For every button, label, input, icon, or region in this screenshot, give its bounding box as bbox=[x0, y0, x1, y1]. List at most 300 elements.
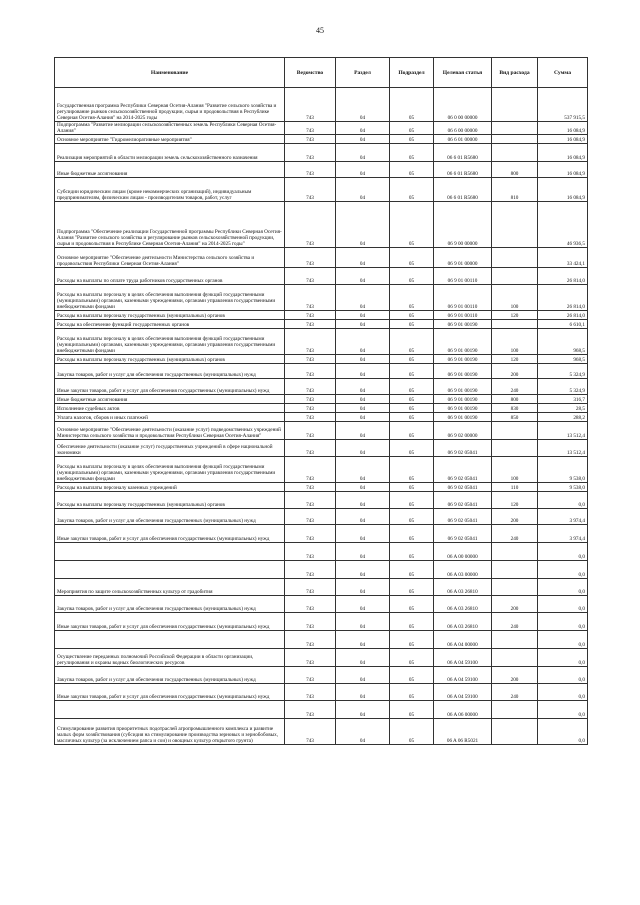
table-cell-name: Иные закупки товаров, работ и услуг для обеспечения государственных (муниципальных) нужд bbox=[55, 525, 285, 543]
table-cell-name: Расходы на выплаты персоналу государственных (муниципальных) органов bbox=[55, 311, 285, 320]
table-cell-vr: 100 bbox=[492, 457, 538, 483]
table-row bbox=[55, 579, 588, 596]
table-cell-razdel: 04 bbox=[336, 596, 390, 613]
table-cell-cs: 06 A 04 59100 bbox=[434, 667, 492, 684]
table-row bbox=[55, 285, 588, 311]
header-sum: Сумма bbox=[538, 58, 588, 88]
table-cell-podrazdel: 05 bbox=[390, 162, 434, 178]
table-cell-vr: 800 bbox=[492, 395, 538, 404]
table-cell-name: Закупка товаров, работ и услуг для обеспечения государственных (муниципальных) нужд bbox=[55, 596, 285, 613]
header-vr: Вид расхода bbox=[492, 58, 538, 88]
table-cell-name bbox=[55, 543, 285, 561]
table-cell-razdel: 04 bbox=[336, 543, 390, 561]
table-cell-razdel: 04 bbox=[336, 88, 390, 122]
budget-table bbox=[54, 57, 588, 745]
table-row bbox=[55, 162, 588, 178]
table-row bbox=[55, 122, 588, 135]
table-cell-sum: 26 814,0 bbox=[538, 268, 588, 285]
table-row bbox=[55, 457, 588, 483]
table-cell-cs: 06 9 02 00000 bbox=[434, 422, 492, 440]
table-cell-ved: 743 bbox=[285, 135, 336, 144]
table-row bbox=[55, 701, 588, 719]
table-cell-vr: 200 bbox=[492, 667, 538, 684]
table-cell-ved: 743 bbox=[285, 404, 336, 413]
table-cell-vr bbox=[492, 561, 538, 579]
table-cell-podrazdel: 05 bbox=[390, 144, 434, 162]
table-row bbox=[55, 667, 588, 684]
table-cell-sum: 0,0 bbox=[538, 701, 588, 719]
table-row bbox=[55, 329, 588, 355]
table-cell-podrazdel: 05 bbox=[390, 457, 434, 483]
table-cell-cs: 06 6 01 R5680 bbox=[434, 178, 492, 202]
table-cell-vr: 200 bbox=[492, 596, 538, 613]
table-cell-sum: 968,5 bbox=[538, 329, 588, 355]
table-cell-vr bbox=[492, 701, 538, 719]
table-row bbox=[55, 268, 588, 285]
table-cell-ved: 743 bbox=[285, 413, 336, 422]
table-cell-razdel: 04 bbox=[336, 509, 390, 525]
table-cell-razdel: 04 bbox=[336, 162, 390, 178]
table-cell-cs: 06 9 01 00190 bbox=[434, 379, 492, 395]
table-cell-ved: 743 bbox=[285, 525, 336, 543]
table-cell-cs: 06 9 01 00190 bbox=[434, 364, 492, 379]
table-cell-razdel: 04 bbox=[336, 285, 390, 311]
table-cell-sum: 13 512,4 bbox=[538, 440, 588, 457]
table-cell-podrazdel: 05 bbox=[390, 525, 434, 543]
table-cell-sum: 0,0 bbox=[538, 684, 588, 701]
table-row bbox=[55, 311, 588, 320]
table-cell-vr bbox=[492, 543, 538, 561]
table-cell-razdel: 04 bbox=[336, 684, 390, 701]
table-cell-name: Расходы на выплаты по оплате труда работников государственных органов bbox=[55, 268, 285, 285]
table-cell-podrazdel: 05 bbox=[390, 440, 434, 457]
table-cell-ved: 743 bbox=[285, 579, 336, 596]
table-cell-vr bbox=[492, 719, 538, 745]
table-cell-name: Субсидии юридическим лицам (кроме некоммерческих организаций), индивидуальным предпринимателям, физическим лицам - производителям товаров, работ, услуг bbox=[55, 178, 285, 202]
table-cell-podrazdel: 05 bbox=[390, 248, 434, 268]
table-cell-sum: 46 936,5 bbox=[538, 202, 588, 248]
table-cell-cs: 06 A 04 00000 bbox=[434, 631, 492, 649]
table-cell-vr bbox=[492, 422, 538, 440]
table-cell-name: Закупка товаров, работ и услуг для обеспечения государственных (муниципальных) нужд bbox=[55, 509, 285, 525]
table-cell-sum: 537 915,5 bbox=[538, 88, 588, 122]
table-row bbox=[55, 320, 588, 329]
header-cs: Целевая статья bbox=[434, 58, 492, 88]
table-cell-sum: 0,0 bbox=[538, 543, 588, 561]
header-name: Наименование bbox=[55, 58, 285, 88]
table-row bbox=[55, 561, 588, 579]
table-cell-ved: 743 bbox=[285, 483, 336, 492]
table-cell-podrazdel: 05 bbox=[390, 509, 434, 525]
table-cell-ved: 743 bbox=[285, 440, 336, 457]
table-cell-name: Закупка товаров, работ и услуг для обеспечения государственных (муниципальных) нужд bbox=[55, 364, 285, 379]
table-cell-podrazdel: 05 bbox=[390, 88, 434, 122]
table-cell-podrazdel: 05 bbox=[390, 379, 434, 395]
table-cell-razdel: 04 bbox=[336, 667, 390, 684]
table-row bbox=[55, 379, 588, 395]
table-cell-ved: 743 bbox=[285, 355, 336, 364]
table-cell-cs: 06 9 01 00190 bbox=[434, 320, 492, 329]
table-cell-podrazdel: 05 bbox=[390, 579, 434, 596]
table-row bbox=[55, 509, 588, 525]
table-cell-vr bbox=[492, 135, 538, 144]
table-cell-ved: 743 bbox=[285, 543, 336, 561]
table-cell-podrazdel: 05 bbox=[390, 311, 434, 320]
table-cell-name: Подпрограмма "Развитие мелиорации сельскохозяйственных земель Республики Северная Осетия-Алания" bbox=[55, 122, 285, 135]
table-cell-cs: 06 A 06 R5021 bbox=[434, 719, 492, 745]
table-row bbox=[55, 543, 588, 561]
table-cell-sum: 0,0 bbox=[538, 561, 588, 579]
table-cell-cs: 06 6 01 00000 bbox=[434, 135, 492, 144]
table-cell-sum: 16 084,9 bbox=[538, 122, 588, 135]
table-cell-name: Иные бюджетные ассигнования bbox=[55, 162, 285, 178]
table-cell-vr bbox=[492, 440, 538, 457]
table-cell-sum: 316,7 bbox=[538, 395, 588, 404]
table-cell-cs: 06 9 01 00190 bbox=[434, 395, 492, 404]
table-cell-razdel: 04 bbox=[336, 122, 390, 135]
table-cell-cs: 06 A 00 00000 bbox=[434, 543, 492, 561]
table-row bbox=[55, 178, 588, 202]
table-cell-vr: 120 bbox=[492, 492, 538, 509]
table-cell-name: Расходы на обеспечение функций государственных органов bbox=[55, 320, 285, 329]
table-row bbox=[55, 631, 588, 649]
header-ved: Ведомство bbox=[285, 58, 336, 88]
table-cell-name: Уплата налогов, сборов и иных платежей bbox=[55, 413, 285, 422]
table-cell-sum: 0,0 bbox=[538, 613, 588, 631]
table-cell-sum: 968,5 bbox=[538, 355, 588, 364]
table-cell-cs: 06 9 02 05041 bbox=[434, 492, 492, 509]
table-cell-ved: 743 bbox=[285, 202, 336, 248]
table-cell-cs: 06 9 01 00190 bbox=[434, 329, 492, 355]
table-cell-vr: 100 bbox=[492, 329, 538, 355]
table-cell-cs: 06 9 01 00190 bbox=[434, 404, 492, 413]
table-cell-vr: 800 bbox=[492, 162, 538, 178]
table-cell-podrazdel: 05 bbox=[390, 422, 434, 440]
table-cell-vr: 200 bbox=[492, 509, 538, 525]
table-cell-sum: 3 974,4 bbox=[538, 509, 588, 525]
table-cell-name: Иные закупки товаров, работ и услуг для обеспечения государственных (муниципальных) нужд bbox=[55, 684, 285, 701]
table-row bbox=[55, 404, 588, 413]
table-header-row bbox=[55, 58, 588, 88]
table-cell-vr bbox=[492, 268, 538, 285]
table-cell-sum: 5 324,9 bbox=[538, 364, 588, 379]
table-cell-cs: 06 9 02 05041 bbox=[434, 509, 492, 525]
table-cell-cs: 06 A 03 26810 bbox=[434, 596, 492, 613]
table-cell-cs: 06 9 02 05041 bbox=[434, 483, 492, 492]
table-cell-sum: 26 814,0 bbox=[538, 311, 588, 320]
table-cell-podrazdel: 05 bbox=[390, 492, 434, 509]
table-row bbox=[55, 248, 588, 268]
table-row bbox=[55, 355, 588, 364]
table-row bbox=[55, 440, 588, 457]
table-row bbox=[55, 492, 588, 509]
table-cell-name: Мероприятия по защите сельскохозяйственных культур от градобития bbox=[55, 579, 285, 596]
table-cell-vr: 200 bbox=[492, 364, 538, 379]
table-cell-vr bbox=[492, 202, 538, 248]
table-cell-ved: 743 bbox=[285, 719, 336, 745]
table-cell-vr bbox=[492, 144, 538, 162]
table-cell-cs: 06 A 03 26810 bbox=[434, 613, 492, 631]
table-cell-podrazdel: 05 bbox=[390, 701, 434, 719]
table-cell-vr bbox=[492, 248, 538, 268]
table-row bbox=[55, 483, 588, 492]
table-cell-razdel: 04 bbox=[336, 701, 390, 719]
table-cell-ved: 743 bbox=[285, 162, 336, 178]
table-cell-razdel: 04 bbox=[336, 422, 390, 440]
table-cell-ved: 743 bbox=[285, 701, 336, 719]
table-cell-ved: 743 bbox=[285, 649, 336, 667]
table-cell-name: Иные бюджетные ассигнования bbox=[55, 395, 285, 404]
table-cell-sum: 9 538,0 bbox=[538, 483, 588, 492]
table-cell-razdel: 04 bbox=[336, 483, 390, 492]
table-cell-name: Расходы на выплаты персоналу в целях обеспечения выполнения функций государственными (муниципальными) органами, казенными учреждениями, органами управления государственными внебюджетными фондами bbox=[55, 329, 285, 355]
table-cell-podrazdel: 05 bbox=[390, 667, 434, 684]
table-cell-ved: 743 bbox=[285, 509, 336, 525]
table-cell-podrazdel: 05 bbox=[390, 413, 434, 422]
table-cell-name bbox=[55, 701, 285, 719]
table-cell-ved: 743 bbox=[285, 178, 336, 202]
table-cell-name: Расходы на выплаты персоналу в целях обеспечения выполнения функций государственными (муниципальными) органами, казенными учреждениями, органами управления государственными внебюджетными фондами bbox=[55, 457, 285, 483]
table-row bbox=[55, 202, 588, 248]
table-cell-name: Основное мероприятие "Обеспечение деятельности (оказание услуг) подведомственных учреждений Министерства сельского хозяйства и продовольствия Республики Северная Осетия-Алания" bbox=[55, 422, 285, 440]
table-cell-podrazdel: 05 bbox=[390, 135, 434, 144]
table-cell-ved: 743 bbox=[285, 457, 336, 483]
table-cell-sum: 16 084,9 bbox=[538, 144, 588, 162]
table-cell-podrazdel: 05 bbox=[390, 719, 434, 745]
table-cell-name bbox=[55, 631, 285, 649]
table-cell-ved: 743 bbox=[285, 379, 336, 395]
table-cell-vr: 240 bbox=[492, 684, 538, 701]
table-cell-podrazdel: 05 bbox=[390, 404, 434, 413]
table-cell-name: Иные закупки товаров, работ и услуг для обеспечения государственных (муниципальных) нужд bbox=[55, 379, 285, 395]
table-cell-podrazdel: 05 bbox=[390, 364, 434, 379]
table-cell-vr: 240 bbox=[492, 379, 538, 395]
table-cell-vr bbox=[492, 631, 538, 649]
table-cell-razdel: 04 bbox=[336, 135, 390, 144]
table-row bbox=[55, 613, 588, 631]
table-cell-vr bbox=[492, 320, 538, 329]
table-cell-ved: 743 bbox=[285, 613, 336, 631]
table-cell-razdel: 04 bbox=[336, 320, 390, 329]
table-cell-sum: 0,0 bbox=[538, 719, 588, 745]
table-cell-ved: 743 bbox=[285, 667, 336, 684]
table-cell-ved: 743 bbox=[285, 364, 336, 379]
table-cell-razdel: 04 bbox=[336, 355, 390, 364]
table-cell-sum: 0,0 bbox=[538, 649, 588, 667]
table-cell-sum: 16 084,9 bbox=[538, 178, 588, 202]
table-row bbox=[55, 684, 588, 701]
table-cell-name: Стимулирование развития приоритетных подотраслей агропромышленного комплекса и развитие малых форм хозяйствования (субсидия на стимулирование производства зерновых и зернобобовых, масличных культур (за исключением рапса и сои) и овощных культур открытого грунта) bbox=[55, 719, 285, 745]
table-cell-ved: 743 bbox=[285, 122, 336, 135]
table-cell-sum: 16 084,9 bbox=[538, 162, 588, 178]
table-cell-vr: 830 bbox=[492, 404, 538, 413]
table-row bbox=[55, 144, 588, 162]
table-cell-ved: 743 bbox=[285, 268, 336, 285]
table-cell-razdel: 04 bbox=[336, 379, 390, 395]
table-cell-razdel: 04 bbox=[336, 649, 390, 667]
table-cell-ved: 743 bbox=[285, 561, 336, 579]
table-cell-razdel: 04 bbox=[336, 202, 390, 248]
table-cell-vr: 100 bbox=[492, 285, 538, 311]
page-number: 45 bbox=[316, 26, 324, 35]
table-cell-name: Подпрограмма "Обеспечение реализации Государственной программы Республики Северная Осетия-Алания "Развитие сельского хозяйства и регулирование рынков сельскохозяйственной продукции, сырья и продовольствия в Республике Северная Осетия-Алания" на 2014-2025 годы" bbox=[55, 202, 285, 248]
table-cell-razdel: 04 bbox=[336, 268, 390, 285]
table-cell-podrazdel: 05 bbox=[390, 178, 434, 202]
table-cell-cs: 06 6 01 R5680 bbox=[434, 144, 492, 162]
table-cell-cs: 06 9 02 05041 bbox=[434, 440, 492, 457]
table-cell-vr: 110 bbox=[492, 483, 538, 492]
table-cell-cs: 06 6 00 00000 bbox=[434, 122, 492, 135]
table-row bbox=[55, 422, 588, 440]
table-cell-ved: 743 bbox=[285, 311, 336, 320]
table-cell-vr: 810 bbox=[492, 178, 538, 202]
table-cell-sum: 13 512,4 bbox=[538, 422, 588, 440]
table-cell-sum: 5 324,9 bbox=[538, 379, 588, 395]
table-cell-vr bbox=[492, 579, 538, 596]
table-cell-name: Иные закупки товаров, работ и услуг для обеспечения государственных (муниципальных) нужд bbox=[55, 613, 285, 631]
table-cell-podrazdel: 05 bbox=[390, 395, 434, 404]
table-cell-sum: 0,0 bbox=[538, 596, 588, 613]
table-cell-cs: 06 A 03 26810 bbox=[434, 579, 492, 596]
table-cell-sum: 3 974,4 bbox=[538, 525, 588, 543]
table-row bbox=[55, 135, 588, 144]
table-cell-razdel: 04 bbox=[336, 413, 390, 422]
table-cell-sum: 26 814,0 bbox=[538, 285, 588, 311]
table-cell-ved: 743 bbox=[285, 329, 336, 355]
table-cell-name: Расходы на выплаты персоналу государственных (муниципальных) органов bbox=[55, 492, 285, 509]
table-cell-podrazdel: 05 bbox=[390, 613, 434, 631]
table-cell-razdel: 04 bbox=[336, 248, 390, 268]
table-cell-cs: 06 A 04 59100 bbox=[434, 684, 492, 701]
table-row bbox=[55, 649, 588, 667]
table-cell-cs: 06 9 01 00000 bbox=[434, 248, 492, 268]
table-cell-razdel: 04 bbox=[336, 404, 390, 413]
table-cell-name: Расходы на выплаты персоналу государственных (муниципальных) органов bbox=[55, 355, 285, 364]
table-cell-cs: 06 6 01 R5680 bbox=[434, 162, 492, 178]
table-cell-cs: 06 9 01 00110 bbox=[434, 311, 492, 320]
table-cell-razdel: 04 bbox=[336, 613, 390, 631]
table-cell-cs: 06 9 01 00190 bbox=[434, 413, 492, 422]
table-cell-name: Основное мероприятие "Гидромелиоративные мероприятия" bbox=[55, 135, 285, 144]
table-cell-razdel: 04 bbox=[336, 719, 390, 745]
table-cell-razdel: 04 bbox=[336, 631, 390, 649]
table-cell-ved: 743 bbox=[285, 596, 336, 613]
table-row bbox=[55, 88, 588, 122]
table-cell-ved: 743 bbox=[285, 144, 336, 162]
table-cell-cs: 06 9 01 00190 bbox=[434, 355, 492, 364]
table-cell-razdel: 04 bbox=[336, 178, 390, 202]
table-row bbox=[55, 596, 588, 613]
table-cell-razdel: 04 bbox=[336, 457, 390, 483]
table-cell-vr: 240 bbox=[492, 613, 538, 631]
table-cell-vr bbox=[492, 122, 538, 135]
table-cell-sum: 6 610,1 bbox=[538, 320, 588, 329]
table-cell-name: Расходы на выплаты персоналу казенных учреждений bbox=[55, 483, 285, 492]
table-cell-podrazdel: 05 bbox=[390, 649, 434, 667]
table-cell-cs: 06 0 00 00000 bbox=[434, 88, 492, 122]
table-cell-ved: 743 bbox=[285, 395, 336, 404]
table-cell-ved: 743 bbox=[285, 248, 336, 268]
table-cell-podrazdel: 05 bbox=[390, 631, 434, 649]
table-cell-podrazdel: 05 bbox=[390, 122, 434, 135]
table-cell-name: Основное мероприятие "Обеспечение деятельности Министерства сельского хозяйства и продовольствия Республики Северная Осетия-Алания" bbox=[55, 248, 285, 268]
table-cell-name: Государственная программа Республики Северная Осетия-Алания "Развитие сельского хозяйства и регулирование рынков сельскохозяйственной продукции, сырья и продовольствия в Республике Северная Осетия-Алания" на 2014-2025 годы bbox=[55, 88, 285, 122]
table-cell-podrazdel: 05 bbox=[390, 355, 434, 364]
table-cell-podrazdel: 05 bbox=[390, 596, 434, 613]
table-cell-sum: 28,5 bbox=[538, 404, 588, 413]
table-cell-sum: 16 084,9 bbox=[538, 135, 588, 144]
table-cell-razdel: 04 bbox=[336, 395, 390, 404]
table-cell-name: Закупка товаров, работ и услуг для обеспечения государственных (муниципальных) нужд bbox=[55, 667, 285, 684]
header-razdel: Раздел bbox=[336, 58, 390, 88]
table-cell-razdel: 04 bbox=[336, 525, 390, 543]
table-cell-cs: 06 9 01 00110 bbox=[434, 268, 492, 285]
table-cell-ved: 743 bbox=[285, 285, 336, 311]
table-cell-podrazdel: 05 bbox=[390, 561, 434, 579]
table-cell-podrazdel: 05 bbox=[390, 483, 434, 492]
table-cell-name: Исполнение судебных актов bbox=[55, 404, 285, 413]
table-cell-vr bbox=[492, 649, 538, 667]
table-cell-vr: 120 bbox=[492, 311, 538, 320]
table-cell-vr: 850 bbox=[492, 413, 538, 422]
table-cell-sum: 0,0 bbox=[538, 492, 588, 509]
table-cell-name: Обеспечение деятельности (оказание услуг) государственных учреждений в сфере национальной экономики bbox=[55, 440, 285, 457]
table-cell-name: Расходы на выплаты персоналу в целях обеспечения выполнения функций государственными (муниципальными) органами, казенными учреждениями, органами управления государственными внебюджетными фондами bbox=[55, 285, 285, 311]
table-cell-sum: 0,0 bbox=[538, 579, 588, 596]
table-cell-ved: 743 bbox=[285, 492, 336, 509]
table-cell-ved: 743 bbox=[285, 631, 336, 649]
table-cell-podrazdel: 05 bbox=[390, 268, 434, 285]
table-cell-cs: 06 9 00 00000 bbox=[434, 202, 492, 248]
table-cell-cs: 06 9 02 05041 bbox=[434, 457, 492, 483]
table-cell-name bbox=[55, 561, 285, 579]
table-cell-vr bbox=[492, 88, 538, 122]
table-cell-name: Осуществление переданных полномочий Российской Федерации в области организации, регулирования и охраны водных биологических ресурсов bbox=[55, 649, 285, 667]
table-cell-cs: 06 9 02 05041 bbox=[434, 525, 492, 543]
table-cell-sum: 288,2 bbox=[538, 413, 588, 422]
table-row bbox=[55, 525, 588, 543]
table-cell-sum: 9 538,0 bbox=[538, 457, 588, 483]
table-cell-razdel: 04 bbox=[336, 364, 390, 379]
table-cell-razdel: 04 bbox=[336, 144, 390, 162]
table-cell-sum: 0,0 bbox=[538, 631, 588, 649]
table-cell-razdel: 04 bbox=[336, 579, 390, 596]
table-cell-sum: 33 424,1 bbox=[538, 248, 588, 268]
table-cell-razdel: 04 bbox=[336, 329, 390, 355]
table-cell-vr: 120 bbox=[492, 355, 538, 364]
table-row bbox=[55, 719, 588, 745]
table-cell-cs: 06 A 04 59100 bbox=[434, 649, 492, 667]
table-cell-sum: 0,0 bbox=[538, 667, 588, 684]
table-row bbox=[55, 364, 588, 379]
table-row bbox=[55, 413, 588, 422]
table-cell-razdel: 04 bbox=[336, 311, 390, 320]
table-cell-cs: 06 9 01 00110 bbox=[434, 285, 492, 311]
table-cell-ved: 743 bbox=[285, 684, 336, 701]
table-row bbox=[55, 395, 588, 404]
table-cell-razdel: 04 bbox=[336, 561, 390, 579]
table-cell-ved: 743 bbox=[285, 320, 336, 329]
table-cell-podrazdel: 05 bbox=[390, 684, 434, 701]
table-cell-vr: 240 bbox=[492, 525, 538, 543]
table-cell-cs: 06 A 03 00000 bbox=[434, 561, 492, 579]
table-cell-podrazdel: 05 bbox=[390, 543, 434, 561]
table-cell-podrazdel: 05 bbox=[390, 329, 434, 355]
header-podrazdel: Подраздел bbox=[390, 58, 434, 88]
table-cell-ved: 743 bbox=[285, 422, 336, 440]
table-cell-name: Реализация мероприятий в области мелиорации земель сельскохозяйственного назначения bbox=[55, 144, 285, 162]
table-cell-razdel: 04 bbox=[336, 492, 390, 509]
